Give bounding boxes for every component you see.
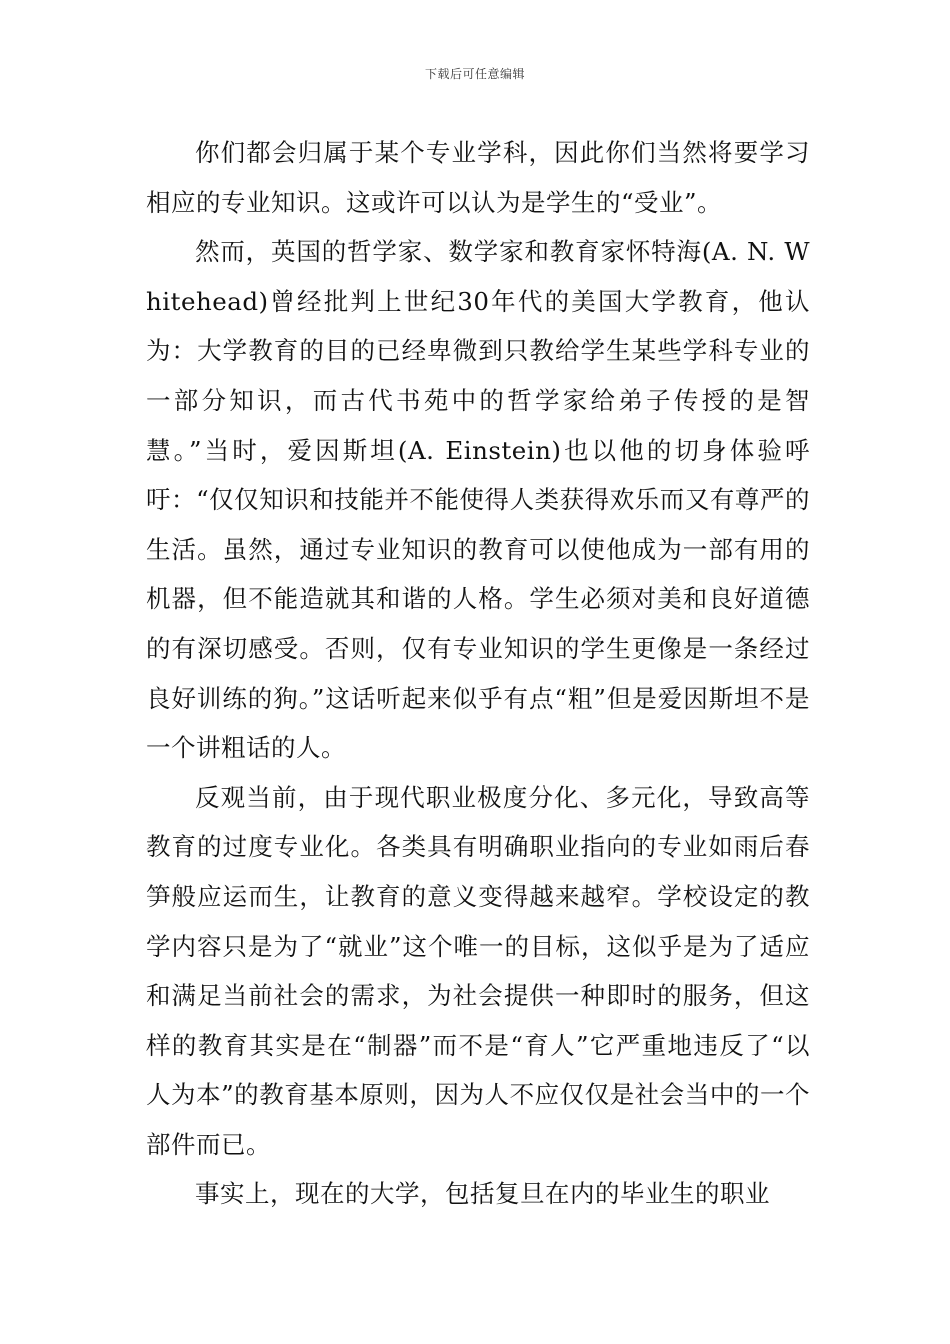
paragraph-4: 事实上，现在的大学，包括复旦在内的毕业生的职业 [195, 1179, 770, 1209]
paragraph-3: 反观当前，由于现代职业极度分化、多元化，导致高等教育的过度专业化。各类具有明确职业指向的专业如雨后春笋般应运而生，让教育的意义变得越来越窄。学校设定的教学内容只是为了“就业”这个唯一的目标，这似乎是为了适应和满足当前社会的需求，为社会提供一种即时的服务，但这样的教育其实是在“制器”而不是“育人”它严重地违反了“以人为本”的教育基本原则，因为人不应仅仅是社会当中的一个部件而已。 [146, 782, 810, 1159]
paragraph-2: 然而，英国的哲学家、数学家和教育家怀特海(A. N. Whitehead)曾经批判上世纪30年代的美国大学教育，他认为：大学教育的目的已经卑微到只教给学生某些学科专业的一部分知识，而古代书苑中的哲学家给弟子传授的是智慧。”当时，爱因斯坦(A. Einstein)也以他的切身体验呼吁：“仅仅知识和技能并不能使得人类获得欢乐而又有尊严的生活。虽然，通过专业知识的教育可以使他成为一部有用的机器，但不能造就其和谐的人格。学生必须对美和良好道德的有深切感受。否则，仅有专业知识的学生更像是一条经过良好训练的狗。”这话听起来似乎有点“粗”但是爱因斯坦不是一个讲粗话的人。 [146, 237, 810, 763]
page-header: 下载后可任意编辑 [424, 67, 525, 81]
document-body [146, 128, 810, 1219]
paragraph-1: 你们都会归属于某个专业学科，因此你们当然将要学习相应的专业知识。这或许可以认为是学生的“受业”。 [146, 138, 810, 217]
